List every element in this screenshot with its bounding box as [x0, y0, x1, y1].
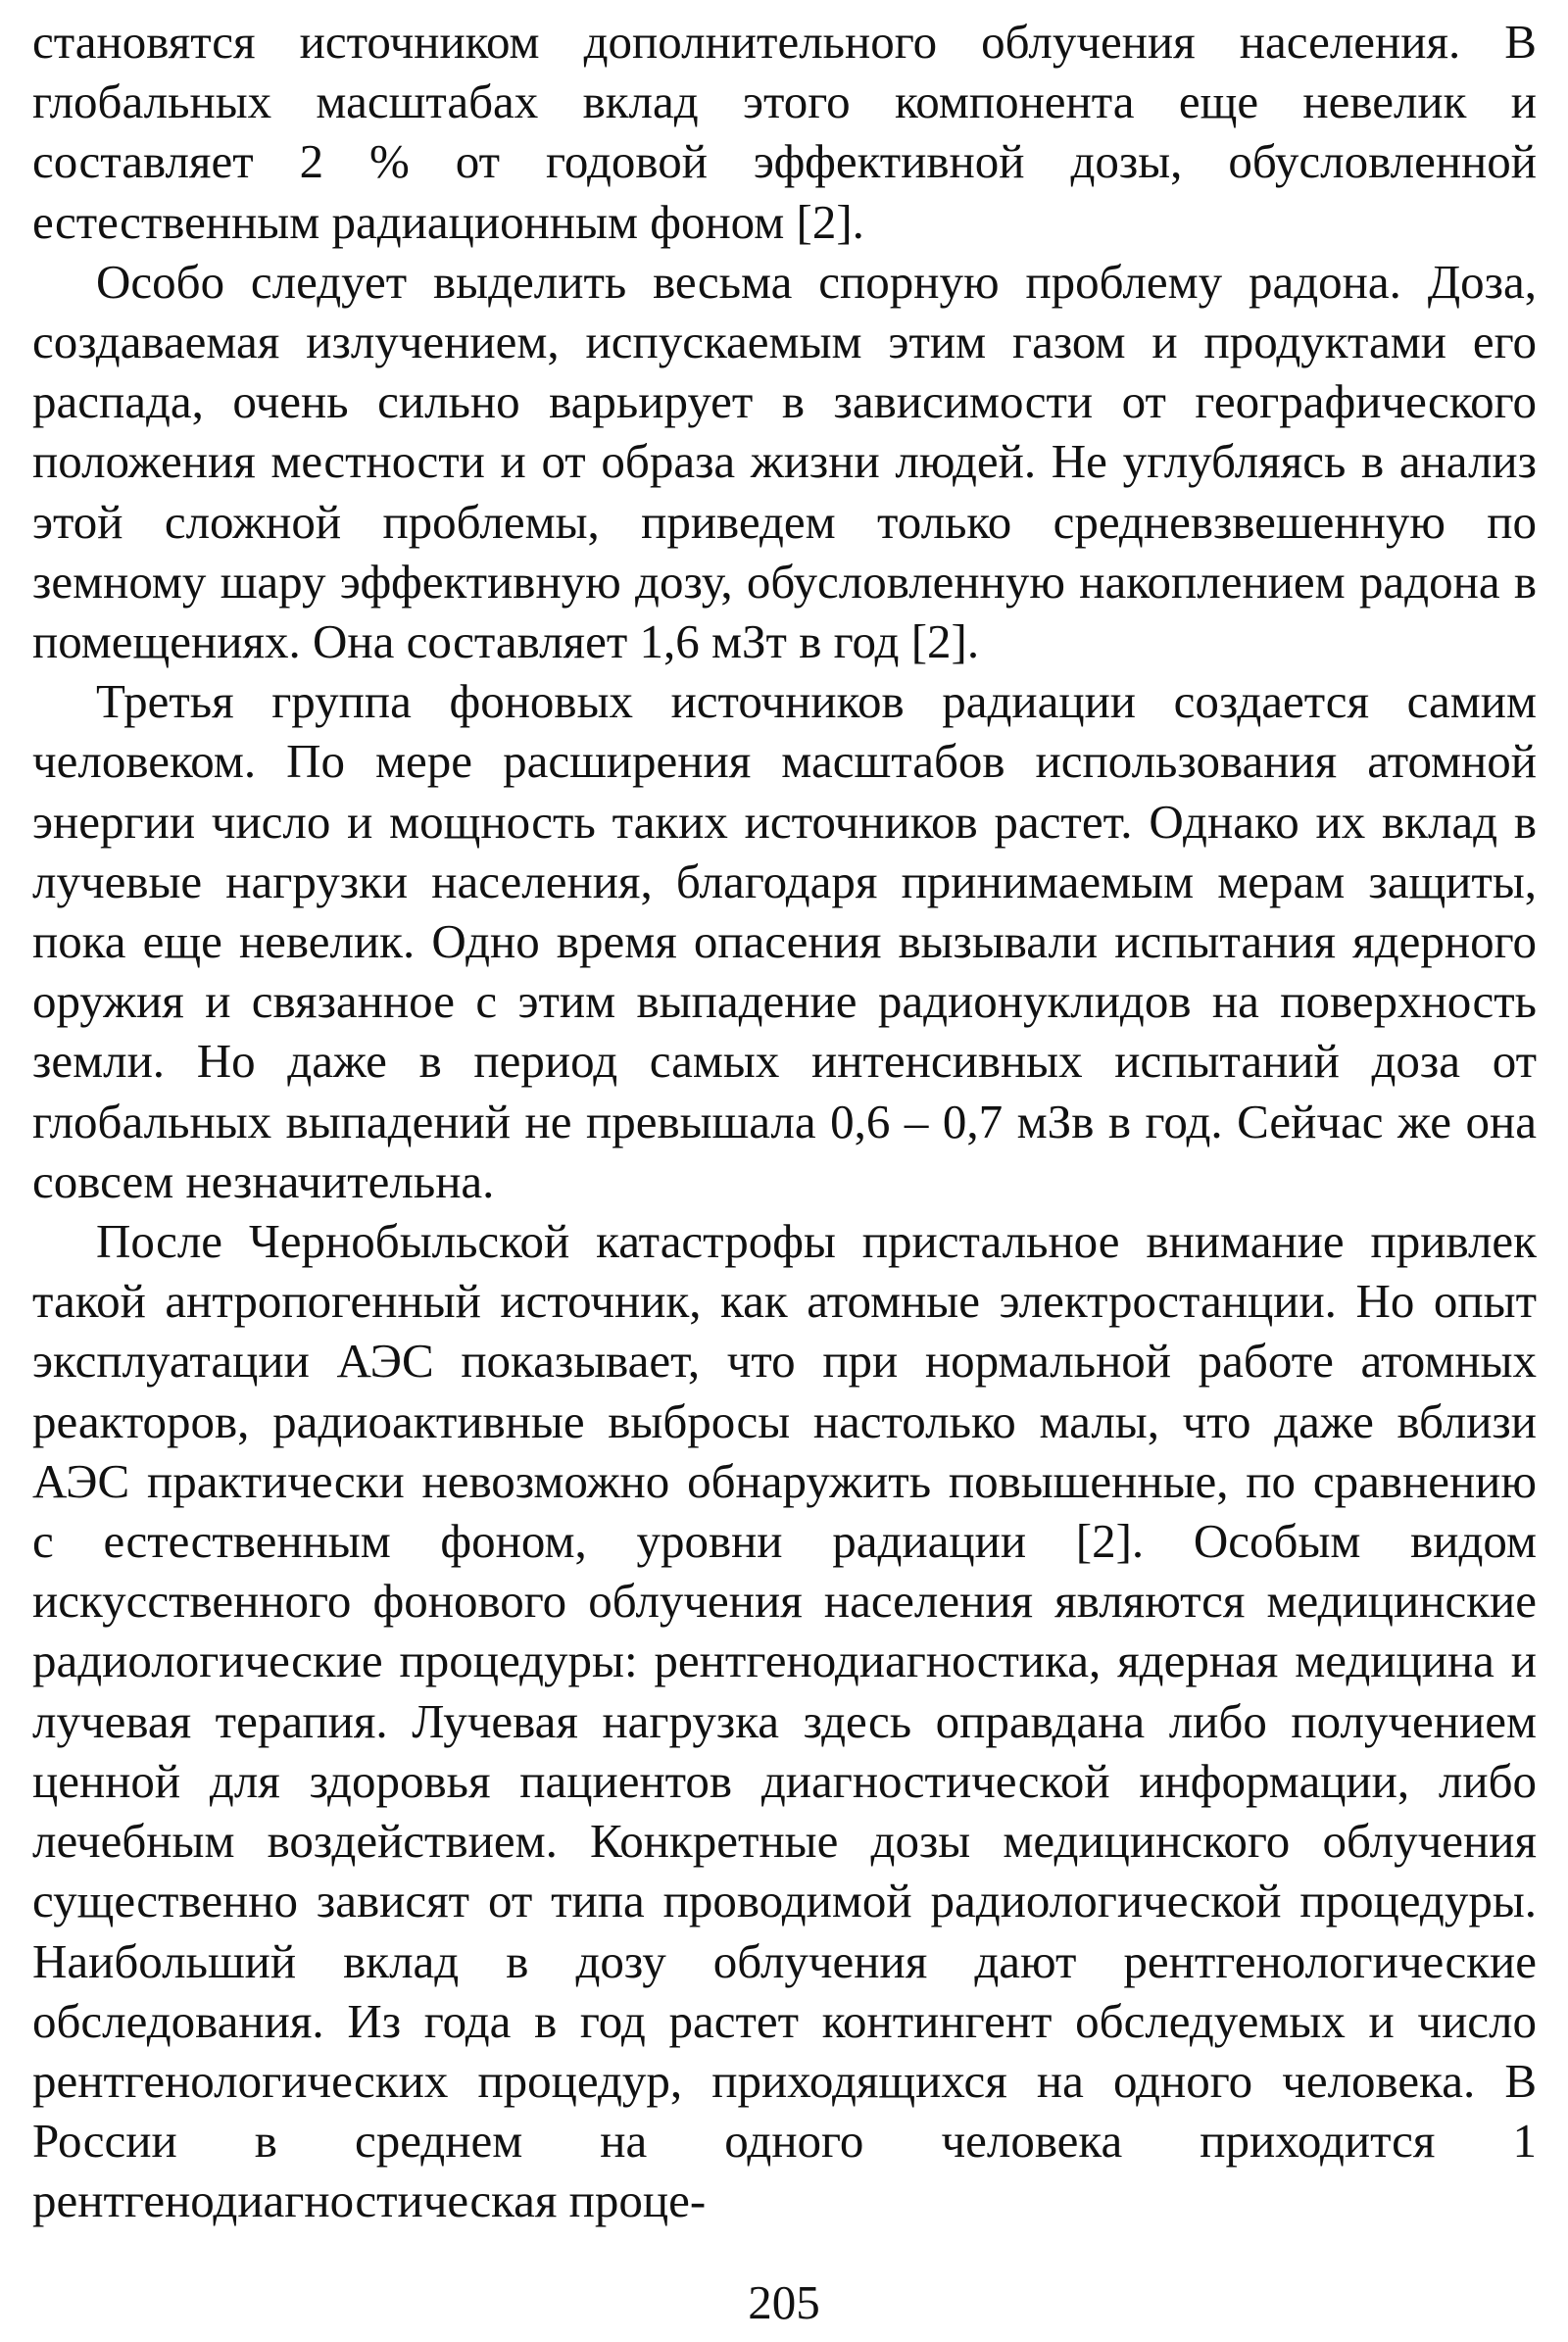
paragraph-third-group: Третья группа фоновых источников радиации создается самим человеком. По мере расширения масштабов использования атомной энергии число и мощность таких источников растет. Однако их вклад в лучевые нагрузки населения, благодаря принимаемым мерам защиты, пока еще невелик. Одно время опасения вызывали испытания ядерного оружия и связанное с этим выпадение радионуклидов на поверхность земли. Но даже в период самых интенсивных испытаний доза от глобальных выпадений не превышала 0,6 – 0,7 мЗв в год. Сейчас же она совсем незначительна.: [32, 674, 1537, 1208]
paragraph-chernobyl: После Чернобыльской катастрофы пристальное внимание привлек такой антропогенный источник, как атомные электростанции. Но опыт эксплуатации АЭС показывает, что при нормальной работе атомных реакторов, радиоактивные выбросы настолько малы, что даже вблизи АЭС практически невозможно обнаружить повышенные, по сравнению с естественным фоном, уровни радиации [2]. Особым видом искусственного фонового облучения населения являются медицинские радиологические процедуры: рентгенодиагностика, ядерная медицина и лучевая терапия. Лучевая нагрузка здесь оправдана либо получением ценной для здоровья пациентов диагностической информации, либо лечебным воздействием. Конкретные дозы медицинского облучения существенно зависят от типа проводимой радиологической процедуры. Наибольший вклад в дозу облучения дают рентгенологические обследования. Из года в год растет контингент обследуемых и число рентгенологических процедур, приходящихся на одного человека. В России в среднем на одного человека приходится 1 рентгенодиагностическая проце-: [32, 1214, 1537, 2228]
paragraph-radon: Особо следует выделить весьма спорную проблему радона. Доза, создаваемая излучением, испускаемым этим газом и продуктами его распада, очень сильно варьирует в зависимости от географического положения местности и от образа жизни людей. Не углубляясь в анализ этой сложной проблемы, приведем только средневзвешенную по земному шару эффективную дозу, обусловленную накоплением радона в помещениях. Она составляет 1,6 мЗт в год [2].: [32, 254, 1537, 669]
page-number: 205: [748, 2275, 820, 2329]
document-page: [32, 12, 1537, 2231]
paragraph-continuation: становятся источником дополнительного облучения населения. В глобальных масштабах вклад этого компонента еще невелик и составляет 2 % от годовой эффективной дозы, обусловленной естественным радиационным фоном [2].: [32, 15, 1537, 249]
